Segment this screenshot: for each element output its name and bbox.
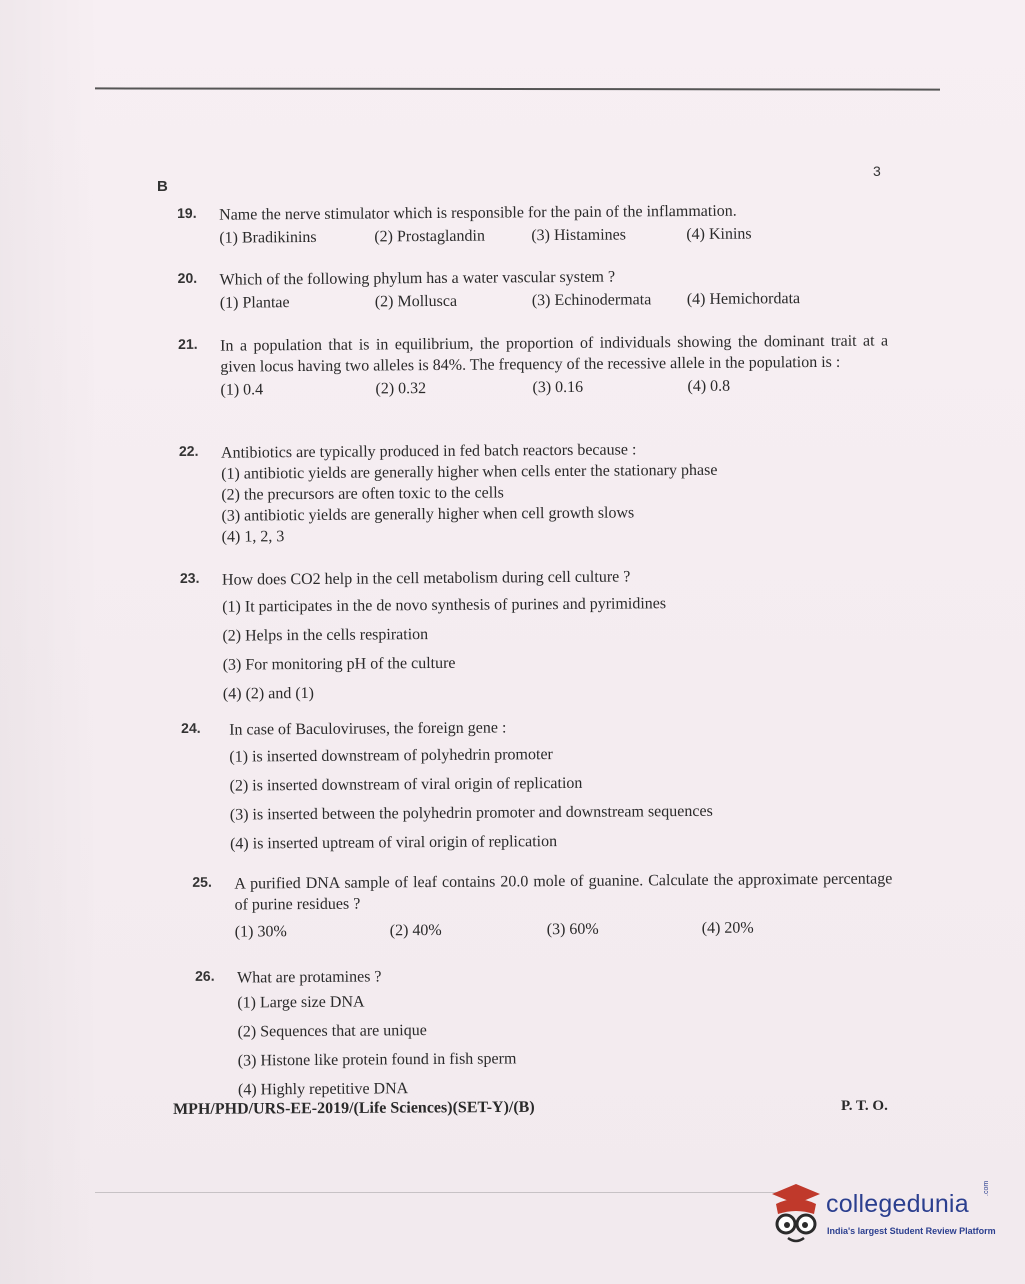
options bbox=[219, 224, 887, 251]
question-text: A purified DNA sample of leaf contains 20.0 mole of guanine. Calculate the approximate percentage of purine residues ? bbox=[234, 870, 893, 914]
option-4: (4) 0.8 bbox=[687, 377, 731, 395]
option-1: (1) antibiotic yields are generally higher when cells enter the stationary phase bbox=[221, 461, 718, 483]
options bbox=[237, 989, 894, 1110]
question-number: 20. bbox=[177, 269, 198, 286]
options bbox=[220, 376, 888, 403]
option-3: (3) Histone like protein found in fish sperm bbox=[237, 1050, 517, 1070]
scan-shadow bbox=[0, 0, 100, 1284]
question-25 bbox=[182, 868, 893, 946]
option-1: (1) Bradikinins bbox=[219, 228, 317, 247]
option-4: (4) (2) and (1) bbox=[222, 684, 315, 703]
page-number: 3 bbox=[873, 163, 881, 179]
option-1: (1) 30% bbox=[234, 923, 287, 941]
question-number: 21. bbox=[178, 335, 198, 352]
question-21 bbox=[178, 330, 889, 404]
bottom-rule bbox=[95, 1192, 795, 1193]
option-4: (4) 20% bbox=[701, 919, 754, 937]
option-2: (2) 0.32 bbox=[375, 380, 427, 398]
options bbox=[235, 918, 893, 945]
question-text: How does CO2 help in the cell metabolism during cell culture ? bbox=[221, 568, 631, 589]
option-2: (2) Sequences that are unique bbox=[237, 1022, 427, 1041]
options bbox=[222, 593, 891, 714]
options bbox=[221, 460, 890, 549]
brand-name: collegedunia bbox=[826, 1190, 969, 1218]
brand-suffix: .com bbox=[983, 1180, 990, 1196]
option-4: (4) is inserted uptream of viral origin of replication bbox=[229, 833, 558, 853]
option-1: (1) Large size DNA bbox=[237, 993, 365, 1012]
set-letter: B bbox=[157, 178, 168, 195]
question-number: 24. bbox=[181, 719, 201, 736]
option-1: (1) It participates in the de novo synthesis of purines and pyrimidines bbox=[222, 595, 667, 616]
options bbox=[220, 289, 888, 316]
option-1: (1) is inserted downstream of polyhedrin promoter bbox=[229, 746, 553, 766]
question-20 bbox=[178, 264, 888, 317]
question-text: In a population that is in equilibrium, the proportion of individuals showing the dominant trait at a given locus having two alleles is 84%. The frequency of the recessive allele in the population is : bbox=[220, 332, 889, 376]
option-2: (2) 40% bbox=[389, 921, 442, 940]
option-4: (4) Kinins bbox=[686, 225, 752, 244]
question-list bbox=[177, 194, 893, 1099]
question-text: What are protamines ? bbox=[237, 968, 382, 987]
question-text: Which of the following phylum has a water vascular system ? bbox=[219, 268, 616, 289]
option-3: (3) Histamines bbox=[531, 226, 627, 245]
option-3: (3) For monitoring pH of the culture bbox=[222, 654, 456, 674]
top-rule bbox=[95, 87, 940, 90]
question-number: 26. bbox=[195, 967, 215, 984]
option-3: (3) Echinodermata bbox=[531, 291, 652, 310]
graduate-owl-icon bbox=[766, 1180, 826, 1250]
option-4: (4) 1, 2, 3 bbox=[221, 528, 285, 546]
option-4: (4) Hemichordata bbox=[686, 290, 801, 308]
options bbox=[229, 743, 892, 864]
option-2: (2) is inserted downstream of viral origin of replication bbox=[229, 774, 583, 795]
question-number: 25. bbox=[192, 873, 212, 890]
question-text: Antibiotics are typically produced in fed batch reactors because : bbox=[220, 441, 637, 462]
pto-note: P. T. O. bbox=[841, 1098, 888, 1114]
option-2: (2) Prostaglandin bbox=[374, 227, 486, 246]
question-19 bbox=[177, 199, 887, 252]
option-1: (1) 0.4 bbox=[220, 381, 264, 399]
option-1: (1) Plantae bbox=[219, 294, 290, 312]
question-number: 19. bbox=[177, 204, 197, 221]
brand-tagline: India's largest Student Review Platform bbox=[827, 1226, 996, 1236]
option-2: (2) the precursors are often toxic to the cells bbox=[221, 484, 504, 504]
option-3: (3) is inserted between the polyhedrin promoter and downstream sequences bbox=[229, 802, 713, 824]
collegedunia-watermark bbox=[766, 1180, 996, 1250]
question-number: 22. bbox=[178, 442, 199, 459]
option-3: (3) antibiotic yields are generally higher when cell growth slows bbox=[221, 504, 635, 525]
option-2: (2) Mollusca bbox=[374, 292, 458, 311]
option-3: (3) 0.16 bbox=[532, 378, 584, 397]
option-2: (2) Helps in the cells respiration bbox=[222, 626, 429, 645]
question-number: 23. bbox=[179, 569, 200, 586]
paper-code: MPH/PHD/URS-EE-2019/(Life Sciences)(SET-Y)/(B) bbox=[173, 1098, 535, 1118]
question-22 bbox=[179, 437, 890, 550]
question-text: In case of Baculoviruses, the foreign gene : bbox=[229, 719, 507, 739]
question-26 bbox=[183, 962, 894, 1111]
option-4: (4) Highly repetitive DNA bbox=[237, 1080, 409, 1099]
option-3: (3) 60% bbox=[546, 920, 599, 939]
question-text: Name the nerve stimulator which is responsible for the pain of the inflammation. bbox=[219, 202, 737, 224]
question-23 bbox=[180, 564, 891, 715]
question-24 bbox=[181, 714, 892, 865]
